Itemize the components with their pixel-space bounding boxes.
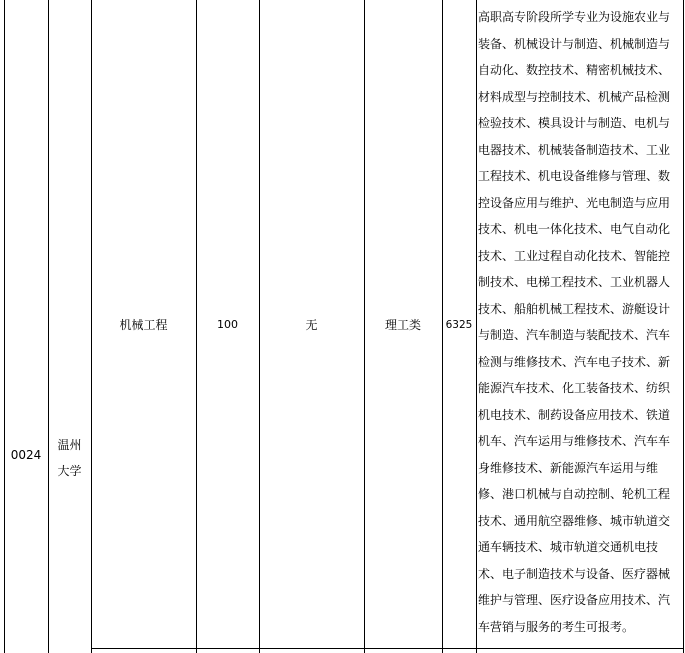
school-name-line: 温州 bbox=[57, 438, 82, 452]
requirement-line: 控设备应用与维护、光电制造与应用 bbox=[478, 195, 671, 210]
requirement-line: 高职高专阶段所学专业为设施农业与 bbox=[478, 10, 671, 24]
requirement-line: 技术、通用航空器维修、城市轨道交 bbox=[478, 513, 671, 528]
grid-line bbox=[476, 0, 477, 653]
grid-line bbox=[683, 0, 684, 653]
requirement-line: 与制造、汽车制造与装配技术、汽车 bbox=[478, 328, 671, 342]
requirement-line: 技术、机电一体化技术、电气自动化 bbox=[478, 222, 671, 236]
requirement-line: 检测与维修技术、汽车电子技术、新 bbox=[478, 354, 671, 369]
requirement-line: 能源汽车技术、化工装备技术、纺织 bbox=[478, 381, 671, 395]
requirement-line: 自动化、数控技术、精密机械技术、 bbox=[478, 63, 671, 77]
major-cell: 机械工程 bbox=[119, 318, 168, 332]
score-cell: 6325 bbox=[445, 319, 473, 331]
requirement-line: 车营销与服务的考生可报考。 bbox=[478, 619, 635, 634]
requirement-line: 通车辆技术、城市轨道交通机电技 bbox=[478, 540, 659, 554]
requirement-line: 修、港口机械与自动控制、轮机工程 bbox=[478, 487, 671, 501]
requirement-line: 维护与管理、医疗设备应用技术、汽 bbox=[478, 593, 671, 607]
row-bottom-line bbox=[91, 648, 684, 649]
school-name-line: 大学 bbox=[57, 464, 82, 478]
requirement-line: 身维修技术、新能源汽车运用与维 bbox=[478, 460, 659, 475]
plan-count-cell: 100 bbox=[217, 318, 238, 331]
requirement-line: 机车、汽车运用与维修技术、汽车车 bbox=[478, 434, 671, 448]
school-cell bbox=[48, 432, 91, 484]
requirement-line: 术、电子制造技术与设备、医疗器械 bbox=[478, 566, 671, 581]
requirement-line: 机电技术、制药设备应用技术、铁道 bbox=[478, 407, 671, 422]
note-cell: 无 bbox=[305, 318, 318, 332]
grid-line bbox=[4, 0, 5, 653]
grid-line bbox=[48, 0, 49, 653]
requirement-line: 检验技术、模具设计与制造、电机与 bbox=[478, 116, 671, 130]
requirement-line: 材料成型与控制技术、机械产品检测 bbox=[478, 89, 671, 104]
requirement-line: 制技术、电梯工程技术、工业机器人 bbox=[478, 275, 671, 289]
requirement-line: 技术、工业过程自动化技术、智能控 bbox=[478, 248, 671, 263]
requirement-line: 电器技术、机械装备制造技术、工业 bbox=[478, 142, 671, 157]
requirement-line: 工程技术、机电设备维修与管理、数 bbox=[478, 169, 671, 183]
requirement-line: 装备、机械设计与制造、机械制造与 bbox=[478, 36, 671, 51]
category-cell: 理工类 bbox=[384, 318, 421, 332]
code-cell: 0024 bbox=[10, 448, 42, 462]
requirement-cell bbox=[478, 4, 678, 640]
requirement-line: 技术、船舶机械工程技术、游艇设计 bbox=[478, 301, 671, 316]
